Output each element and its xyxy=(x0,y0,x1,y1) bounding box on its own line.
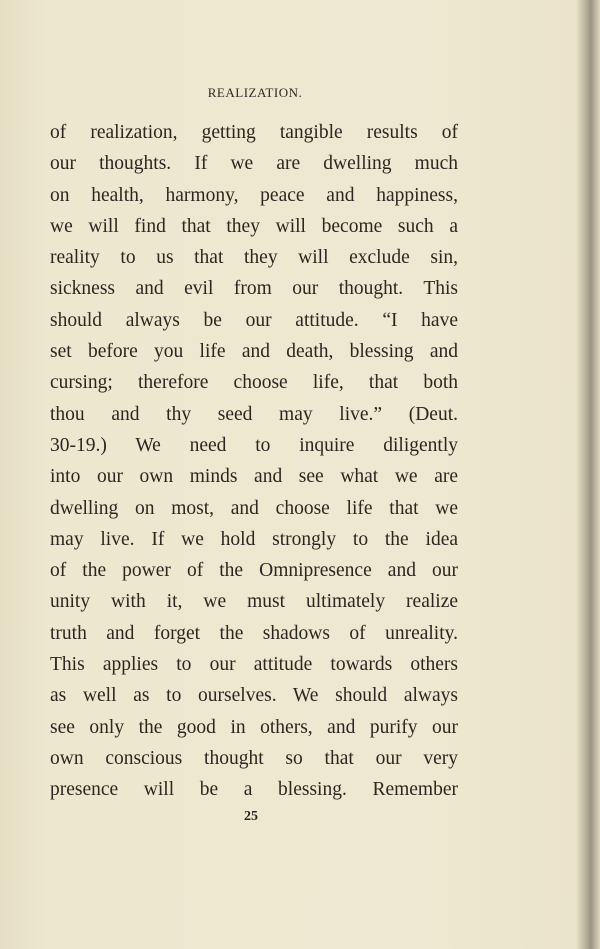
text-line: reality to us that they will exclude sin, xyxy=(50,247,458,269)
text-line: unity with it, we must ultimately realize xyxy=(50,591,458,613)
text-line: our thoughts. If we are dwelling much xyxy=(50,153,458,175)
page-number: 25 xyxy=(244,809,258,824)
text-line: own conscious thought so that our very xyxy=(50,747,458,769)
text-line: as well as to ourselves. We should always xyxy=(50,685,458,707)
text-line: into our own minds and see what we are xyxy=(50,466,458,488)
text-line: sickness and evil from our thought. This xyxy=(50,278,458,300)
text-line: cursing; therefore choose life, that both xyxy=(50,372,458,394)
text-line: of the power of the Omnipresence and our xyxy=(50,560,458,582)
text-line: of realization, getting tangible results of xyxy=(50,122,458,143)
running-header: REALIZATION. xyxy=(207,85,303,100)
body-text xyxy=(50,117,458,806)
text-line: truth and forget the shadows of unreality. xyxy=(50,622,458,644)
text-line: may live. If we hold strongly to the idea xyxy=(50,528,458,550)
text-line: presence will be a blessing. Remember xyxy=(50,779,458,801)
text-line: on health, harmony, peace and happiness, xyxy=(50,184,458,206)
text-line: set before you life and death, blessing and xyxy=(50,341,458,363)
text-line: we will find that they will become such a xyxy=(50,215,458,237)
text-line: should always be our attitude. “I have xyxy=(50,309,458,331)
text-line: This applies to our attitude towards others xyxy=(50,654,458,676)
text-line: see only the good in others, and purify our xyxy=(50,716,458,738)
text-line: 30-19.) We need to inquire diligently xyxy=(50,434,458,456)
text-line: thou and thy seed may live.” (Deut. xyxy=(50,403,458,425)
text-line: dwelling on most, and choose life that we xyxy=(50,497,458,519)
